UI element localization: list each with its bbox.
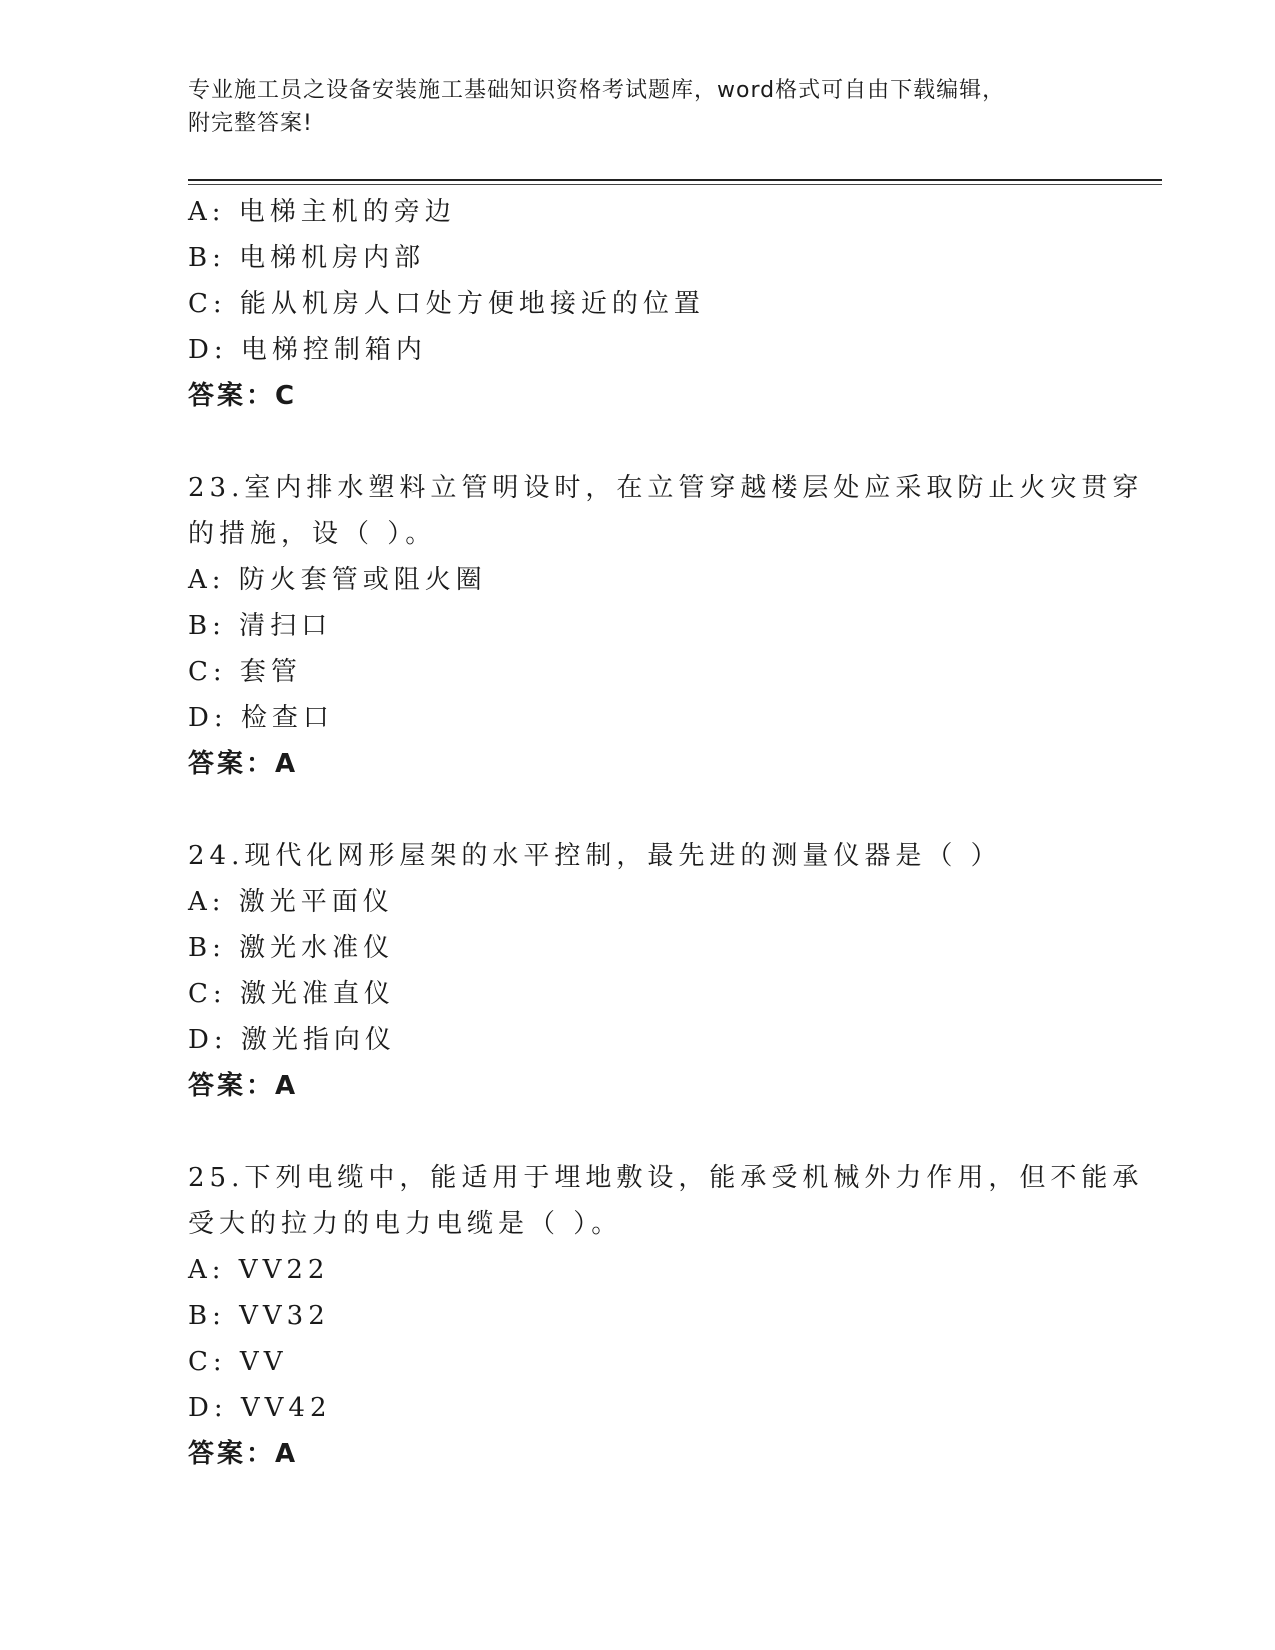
- option-a: A: VV22: [188, 1255, 330, 1285]
- option-a: A: 激光平面仪: [188, 887, 394, 917]
- option-d: D: 激光指向仪: [188, 1025, 396, 1055]
- question-22: [188, 189, 1088, 419]
- option-b: B: VV32: [188, 1301, 330, 1331]
- question-list: [188, 189, 1144, 1477]
- question-text-line-1: 23.室内排水塑料立管明设时，在立管穿越楼层处应采取防止火灾贯穿: [188, 473, 1144, 503]
- header-divider-thick: [188, 179, 1162, 181]
- option-d: D: 电梯控制箱内: [188, 335, 427, 365]
- spacer: [188, 1109, 1088, 1155]
- question-23: [188, 465, 1144, 787]
- option-a: A: 防火套管或阻火圈: [188, 565, 487, 595]
- document-header: [188, 74, 1068, 140]
- answer-label: 答案：A: [188, 1071, 299, 1101]
- question-text-line-2: 的措施，设（ ）。: [188, 519, 437, 549]
- header-line-2: 附完整答案!: [188, 111, 313, 136]
- option-b: B: 电梯机房内部: [188, 243, 426, 273]
- option-c: C: 能从机房人口处方便地接近的位置: [188, 289, 705, 319]
- question-24: [188, 833, 1088, 1109]
- header-line-1: 专业施工员之设备安装施工基础知识资格考试题库，word格式可自由下载编辑，: [188, 78, 1006, 103]
- option-c: C: VV: [188, 1347, 288, 1377]
- answer-label: 答案：C: [188, 381, 298, 411]
- answer-label: 答案：A: [188, 1439, 299, 1469]
- option-b: B: 清扫口: [188, 611, 333, 641]
- option-c: C: 激光准直仪: [188, 979, 395, 1009]
- answer-label: 答案：A: [188, 749, 299, 779]
- option-a: A: 电梯主机的旁边: [188, 197, 456, 227]
- option-d: D: 检查口: [188, 703, 334, 733]
- spacer: [188, 419, 1088, 465]
- spacer: [188, 787, 1088, 833]
- header-divider-thin: [188, 184, 1162, 185]
- option-c: C: 套管: [188, 657, 302, 687]
- question-text-line-2: 受大的拉力的电力电缆是（ ）。: [188, 1209, 623, 1239]
- question-text-line-1: 25.下列电缆中，能适用于埋地敷设，能承受机械外力作用，但不能承: [188, 1163, 1144, 1193]
- question-text-line-1: 24.现代化网形屋架的水平控制，最先进的测量仪器是（ ）: [188, 841, 1002, 871]
- question-25: [188, 1155, 1144, 1477]
- option-b: B: 激光水准仪: [188, 933, 395, 963]
- option-d: D: VV42: [188, 1393, 332, 1423]
